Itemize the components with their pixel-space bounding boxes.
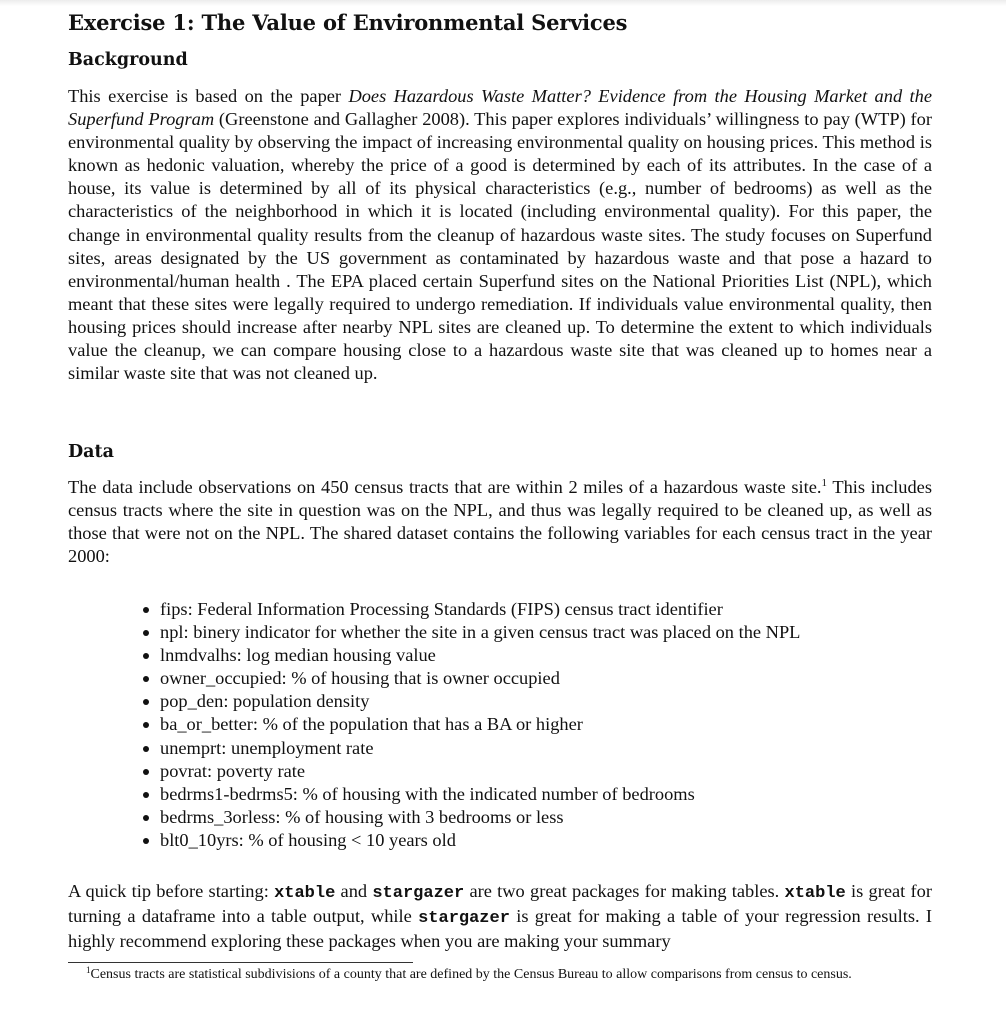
viewer-top-edge	[0, 0, 1006, 6]
bullet-icon	[143, 792, 149, 798]
footnote	[68, 965, 932, 985]
tip-text: and	[335, 881, 373, 901]
list-item	[140, 621, 940, 644]
bullet-icon	[143, 699, 149, 705]
list-item	[140, 783, 940, 806]
code-xtable: xtable	[784, 884, 846, 903]
list-item	[140, 760, 940, 783]
bullet-icon	[143, 838, 149, 844]
bullet-icon	[143, 722, 149, 728]
variable-description: lnmdvalhs: log median housing value	[160, 645, 436, 666]
tip-text: is great for making a table of your regression results. I highly recommend exploring these packages when you are making your summary	[68, 906, 932, 952]
variable-description: ba_or_better: % of the population that has a BA or higher	[160, 714, 583, 735]
bullet-icon	[143, 653, 149, 659]
variable-description: unemprt: unemployment rate	[160, 737, 374, 758]
bullet-icon	[143, 746, 149, 752]
list-item	[140, 598, 940, 621]
code-xtable: xtable	[274, 884, 336, 903]
variable-list	[140, 598, 940, 852]
background-intro: This exercise is based on the paper	[68, 86, 349, 106]
tip-text: A quick tip before starting:	[68, 881, 275, 901]
section-heading-data: Data	[68, 442, 114, 462]
bullet-icon	[143, 676, 149, 682]
variable-description: povrat: poverty rate	[160, 760, 306, 781]
code-stargazer: stargazer	[418, 909, 510, 929]
footnote-text: Census tracts are statistical subdivisions of a county that are defined by the Census Bureau to allow comparisons from census to census.	[90, 967, 852, 982]
page-title: Exercise 1: The Value of Environmental Services	[68, 10, 628, 35]
variable-description: npl: binery indicator for whether the site in a given census tract was placed on the NPL	[160, 622, 801, 643]
data-paragraph	[68, 476, 932, 568]
data-paragraph-part2: This includes census tracts where the site in question was on the NPL, and thus was legally required to be cleaned up, as well as those that were not on the NPL. The shared dataset contains the following variables for each census tract in the year 2000:	[68, 477, 932, 567]
background-body: (Greenstone and Gallagher 2008). This paper explores individuals’ willingness to pay (WTP) for environmental quality by observing the impact of increasing environmental quality on housing prices. This method is known as hedonic valuation, whereby the price of a good is determined by each of its attributes. In the case of a house, its value is determined by all of its physical characteristics (e.g., number of bedrooms) as well as the characteristics of the neighborhood in which it is located (including environmental quality). For this paper, the change in environmental quality results from the cleanup of hazardous waste sites. The study focuses on Superfund sites, areas designated by the US government as contaminated by hazardous waste and that pose a hazard to environmental/human health . The EPA placed certain Superfund sites on the National Priorities List (NPL), which meant that these sites were legally required to undergo remediation. If individuals value environmental quality, then housing prices should increase after nearby NPL sites are cleaned up. To determine the extent to which individuals value the cleanup, we can compare housing close to a hazardous waste site that was cleaned up to homes near a similar waste site that was not cleaned up.	[68, 109, 932, 384]
list-item	[140, 644, 940, 667]
bullet-icon	[143, 815, 149, 821]
bullet-icon	[143, 630, 149, 636]
data-paragraph-part1: The data include observations on 450 census tracts that are within 2 miles of a hazardous waste site.	[68, 477, 822, 497]
code-stargazer: stargazer	[372, 884, 465, 903]
background-paragraph	[68, 85, 932, 385]
variable-description: blt0_10yrs: % of housing < 10 years old	[160, 829, 456, 850]
list-item	[140, 829, 940, 852]
variable-description: fips: Federal Information Processing Standards (FIPS) census tract identifier	[160, 599, 723, 619]
tip-text: is great for turning a dataframe into a table output, while	[68, 881, 932, 927]
tip-text: are two great packages for making tables.	[464, 881, 785, 901]
list-item	[140, 690, 940, 713]
bullet-icon	[143, 607, 149, 613]
list-item	[140, 667, 940, 690]
variable-description: pop_den: population density	[160, 691, 370, 712]
tip-paragraph	[68, 880, 932, 953]
list-item	[140, 737, 940, 760]
variable-description: owner_occupied: % of housing that is owner occupied	[160, 668, 560, 689]
list-item	[140, 713, 940, 736]
variable-description: bedrms1-bedrms5: % of housing with the indicated number of bedrooms	[160, 783, 695, 804]
variable-description: bedrms_3orless: % of housing with 3 bedrooms or less	[160, 806, 564, 827]
list-item	[140, 806, 940, 829]
paper-title: Does Hazardous Waste Matter? Evidence from the Housing Market and the Superfund Program	[68, 86, 932, 130]
footnote-divider	[68, 962, 413, 963]
footnote-mark: 1	[86, 965, 91, 975]
section-heading-background: Background	[68, 50, 188, 70]
bullet-icon	[143, 769, 149, 775]
footnote-reference[interactable]: 1	[821, 477, 828, 489]
